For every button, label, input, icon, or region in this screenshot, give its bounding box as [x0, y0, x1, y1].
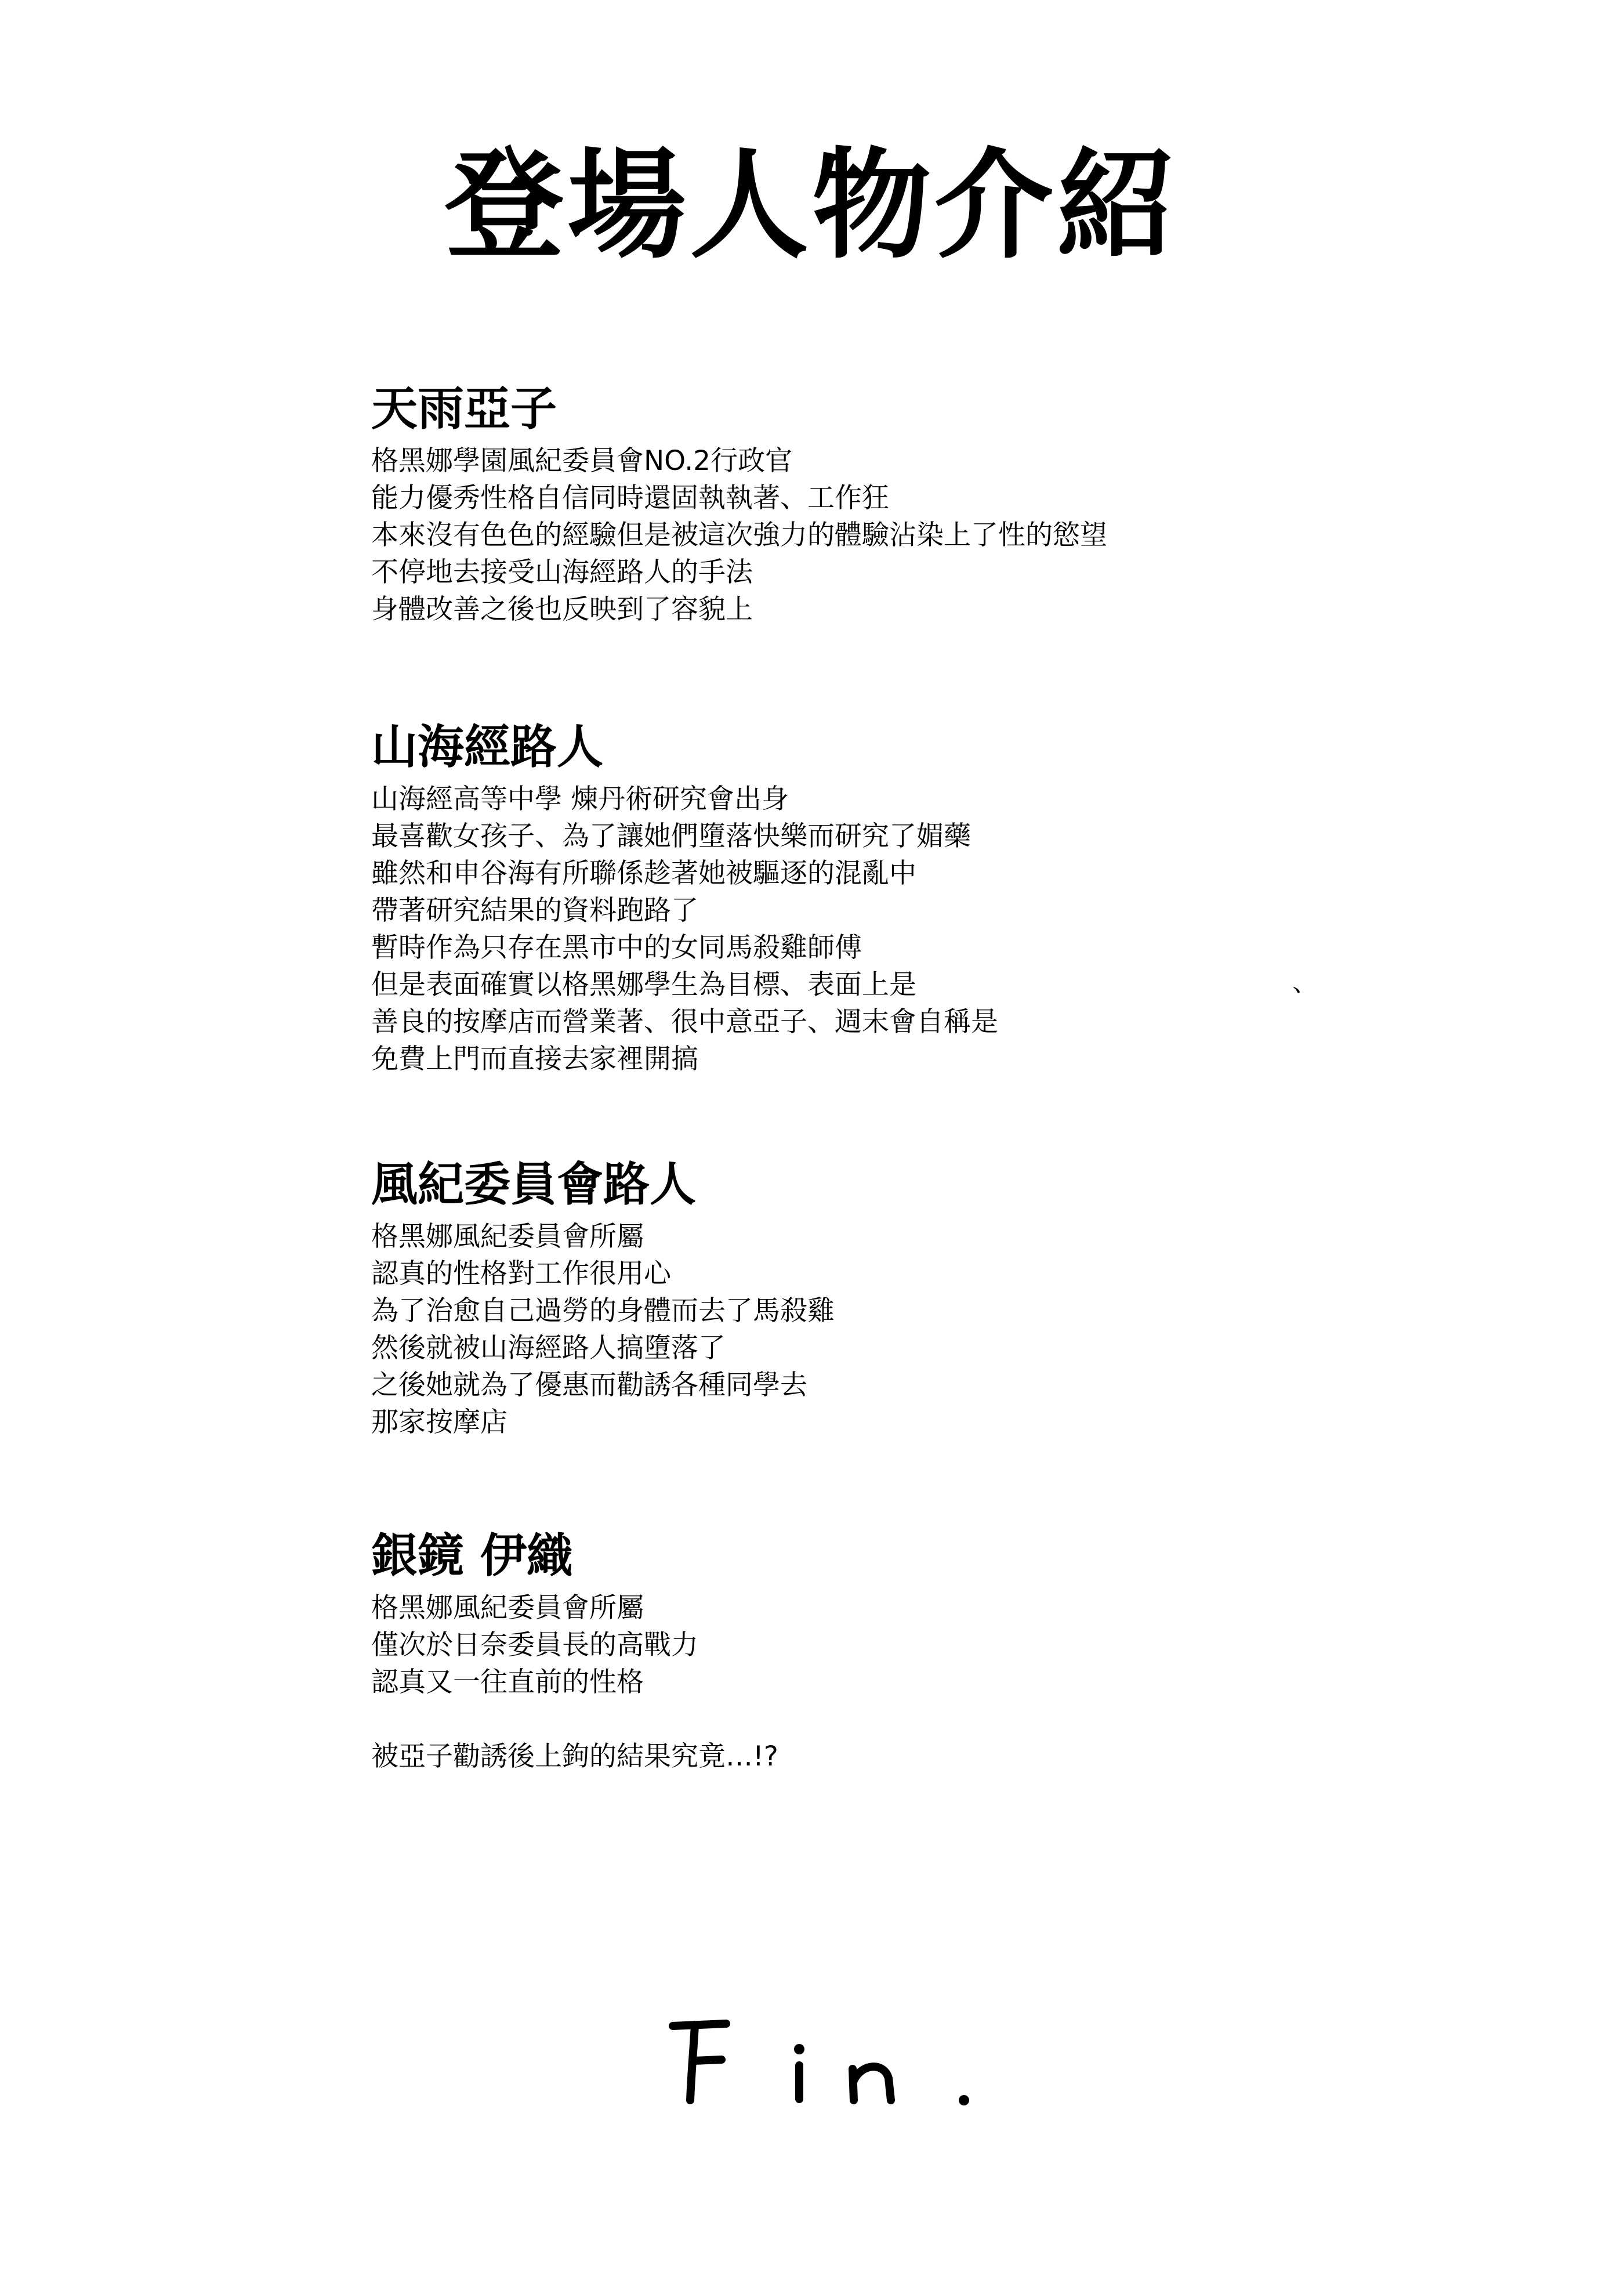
description-line: 身體改善之後也反映到了容貌上: [371, 594, 753, 625]
description-line: 為了治愈自己過勞的身體而去了馬殺雞: [371, 1295, 835, 1327]
stray-mark: 、: [1292, 968, 1318, 997]
character-name: 銀鏡 伊織: [371, 1529, 573, 1583]
description-line: 格黑娜風紀委員會所屬: [371, 1221, 644, 1253]
line-gap: [371, 1701, 1415, 1738]
description-line: 不停地去接受山海經路人的手法: [371, 556, 753, 588]
description-line: 格黑娜學園風紀委員會NO.2行政官: [371, 445, 793, 477]
description-line: 能力優秀性格自信同時還固執執著、工作狂: [371, 482, 889, 514]
description-line: 山海經高等中學 煉丹術研究會出身: [371, 783, 789, 815]
character-section-iori: [371, 1527, 1415, 1775]
description-line: 認真的性格對工作很用心: [371, 1258, 671, 1290]
description-line: 雖然和申谷海有所聯係趁著她被驅逐的混亂中: [371, 857, 916, 889]
character-description: [371, 1218, 1415, 1441]
description-line: 那家按摩店: [371, 1406, 507, 1438]
description-line: 但是表面確實以格黑娜學生為目標、表面上是: [371, 969, 916, 1001]
character-name: 天雨亞子: [371, 382, 557, 436]
closing-line: 被亞子勸誘後上鉤的結果究竟…!?: [371, 1741, 778, 1772]
character-section-prefect-passerby: [371, 1156, 1415, 1441]
description-line: 帶著研究結果的資料跑路了: [371, 895, 698, 927]
character-name: 風紀委員會路人: [371, 1157, 696, 1211]
description-line: 本來沒有色色的經驗但是被這次強力的體驗沾染上了性的慾望: [371, 519, 1107, 551]
character-description: [371, 781, 1415, 1078]
character-description: [371, 1590, 1415, 1775]
description-line: 之後她就為了優惠而勸誘各種同學去: [371, 1369, 807, 1401]
page-title: 登場人物介紹: [445, 137, 1179, 275]
character-section-shanhaijing-passerby: [371, 718, 1415, 1078]
description-line: 格黑娜風紀委員會所屬: [371, 1592, 644, 1624]
character-name: 山海經路人: [371, 720, 603, 774]
description-line: 善良的按摩店而營業著、很中意亞子、週末會自稱是: [371, 1006, 998, 1038]
fin-handwritten-logo: [661, 2013, 1009, 2106]
description-line: 然後就被山海經路人搞墮落了: [371, 1332, 726, 1364]
description-line: 暫時作為只存在黑市中的女同馬殺雞師傅: [371, 932, 862, 964]
description-line: 最喜歡女孩子、為了讓她們墮落快樂而研究了媚藥: [371, 820, 971, 852]
description-line: 僅次於日奈委員長的高戰力: [371, 1629, 698, 1661]
character-description: [371, 443, 1415, 628]
description-line: 認真又一往直前的性格: [371, 1666, 644, 1698]
description-line: 免費上門而直接去家裡開搞: [371, 1043, 698, 1075]
character-section-ako: [371, 380, 1415, 628]
